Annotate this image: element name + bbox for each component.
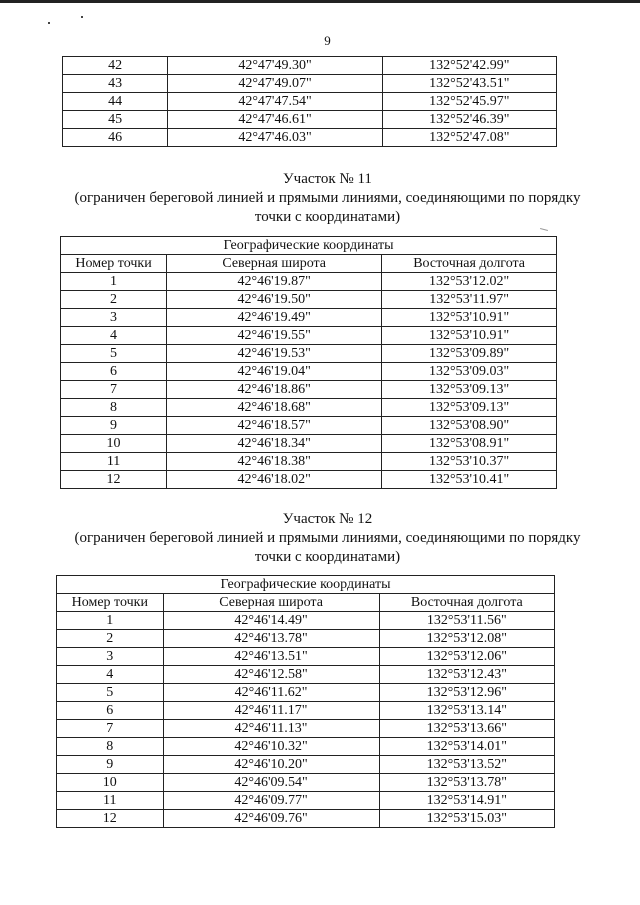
continuation-coordinates-table	[62, 56, 557, 147]
longitude-cell: 132°53'11.56"	[379, 612, 554, 630]
scan-speck	[81, 16, 83, 18]
table-row	[61, 381, 557, 399]
point-number-cell: 3	[61, 309, 167, 327]
table-row	[57, 774, 555, 792]
point-number-cell: 4	[57, 666, 164, 684]
latitude-cell: 42°47'49.30"	[168, 57, 382, 75]
longitude-cell: 132°53'14.01"	[379, 738, 554, 756]
longitude-cell: 132°53'13.52"	[379, 756, 554, 774]
table-row	[61, 399, 557, 417]
point-number-cell: 5	[61, 345, 167, 363]
latitude-cell: 42°46'09.54"	[163, 774, 379, 792]
group-header: Географические координаты	[57, 576, 555, 594]
table-row	[61, 309, 557, 327]
latitude-cell: 42°46'12.58"	[163, 666, 379, 684]
table-row	[57, 792, 555, 810]
point-number-cell: 45	[63, 111, 168, 129]
section-11-coordinates-table	[60, 236, 557, 489]
header-point-number: Номер точки	[57, 594, 164, 612]
longitude-cell: 132°53'10.41"	[382, 471, 557, 489]
point-number-cell: 6	[57, 702, 164, 720]
latitude-cell: 42°46'13.78"	[163, 630, 379, 648]
section-12-heading	[0, 510, 640, 567]
header-longitude: Восточная долгота	[382, 255, 557, 273]
table-row	[57, 756, 555, 774]
point-number-cell: 1	[57, 612, 164, 630]
scan-edge	[0, 0, 640, 3]
point-number-cell: 4	[61, 327, 167, 345]
latitude-cell: 42°46'09.76"	[163, 810, 379, 828]
point-number-cell: 5	[57, 684, 164, 702]
table-row	[61, 327, 557, 345]
latitude-cell: 42°46'19.50"	[167, 291, 382, 309]
latitude-cell: 42°46'10.32"	[163, 738, 379, 756]
point-number-cell: 10	[61, 435, 167, 453]
longitude-cell: 132°53'11.97"	[382, 291, 557, 309]
longitude-cell: 132°53'12.96"	[379, 684, 554, 702]
longitude-cell: 132°52'46.39"	[382, 111, 556, 129]
longitude-cell: 132°53'09.89"	[382, 345, 557, 363]
latitude-cell: 42°47'47.54"	[168, 93, 382, 111]
point-number-cell: 3	[57, 648, 164, 666]
latitude-cell: 42°46'13.51"	[163, 648, 379, 666]
header-point-number: Номер точки	[61, 255, 167, 273]
point-number-cell: 11	[61, 453, 167, 471]
latitude-cell: 42°47'49.07"	[168, 75, 382, 93]
longitude-cell: 132°53'09.13"	[382, 381, 557, 399]
table-row	[63, 129, 557, 147]
section-11-heading	[0, 170, 640, 227]
longitude-cell: 132°53'09.03"	[382, 363, 557, 381]
point-number-cell: 12	[61, 471, 167, 489]
latitude-cell: 42°46'18.38"	[167, 453, 382, 471]
longitude-cell: 132°53'08.90"	[382, 417, 557, 435]
point-number-cell: 8	[57, 738, 164, 756]
point-number-cell: 12	[57, 810, 164, 828]
header-latitude: Северная широта	[167, 255, 382, 273]
section-description: (ограничен береговой линией и прямыми линиями, соединяющими по порядку	[74, 530, 581, 546]
point-number-cell: 2	[57, 630, 164, 648]
table-row	[61, 453, 557, 471]
longitude-cell: 132°53'12.02"	[382, 273, 557, 291]
latitude-cell: 42°46'19.55"	[167, 327, 382, 345]
longitude-cell: 132°53'15.03"	[379, 810, 554, 828]
table-row	[61, 417, 557, 435]
section-description: (ограничен береговой линией и прямыми линиями, соединяющими по порядку	[74, 190, 581, 206]
table-row	[61, 273, 557, 291]
latitude-cell: 42°46'18.86"	[167, 381, 382, 399]
table-row	[63, 57, 557, 75]
point-number-cell: 46	[63, 129, 168, 147]
longitude-cell: 132°53'10.91"	[382, 309, 557, 327]
page-number: 9	[324, 33, 331, 48]
table-row	[57, 630, 555, 648]
point-number-cell: 9	[57, 756, 164, 774]
latitude-cell: 42°46'18.57"	[167, 417, 382, 435]
longitude-cell: 132°53'10.91"	[382, 327, 557, 345]
longitude-cell: 132°53'13.66"	[379, 720, 554, 738]
latitude-cell: 42°46'18.68"	[167, 399, 382, 417]
section-title: Участок № 12	[282, 511, 373, 527]
group-header: Географические координаты	[61, 237, 557, 255]
longitude-cell: 132°53'14.91"	[379, 792, 554, 810]
longitude-cell: 132°53'09.13"	[382, 399, 557, 417]
latitude-cell: 42°47'46.61"	[168, 111, 382, 129]
section-12-coordinates-table	[56, 575, 555, 828]
point-number-cell: 43	[63, 75, 168, 93]
point-number-cell: 8	[61, 399, 167, 417]
point-number-cell: 1	[61, 273, 167, 291]
table-row	[57, 666, 555, 684]
point-number-cell: 44	[63, 93, 168, 111]
table-row	[57, 702, 555, 720]
table-row	[61, 345, 557, 363]
point-number-cell: 6	[61, 363, 167, 381]
latitude-cell: 42°46'19.04"	[167, 363, 382, 381]
latitude-cell: 42°46'18.02"	[167, 471, 382, 489]
table-row	[57, 612, 555, 630]
table-row	[63, 111, 557, 129]
section-title: Участок № 11	[283, 171, 372, 187]
longitude-cell: 132°53'12.06"	[379, 648, 554, 666]
longitude-cell: 132°53'13.14"	[379, 702, 554, 720]
longitude-cell: 132°53'12.43"	[379, 666, 554, 684]
point-number-cell: 9	[61, 417, 167, 435]
point-number-cell: 10	[57, 774, 164, 792]
table-row	[61, 471, 557, 489]
latitude-cell: 42°46'09.77"	[163, 792, 379, 810]
header-longitude: Восточная долгота	[379, 594, 554, 612]
latitude-cell: 42°46'11.17"	[163, 702, 379, 720]
latitude-cell: 42°46'19.53"	[167, 345, 382, 363]
latitude-cell: 42°46'14.49"	[163, 612, 379, 630]
table-row	[57, 684, 555, 702]
section-description-cont: точки с координатами)	[254, 209, 401, 225]
table-row	[57, 648, 555, 666]
longitude-cell: 132°52'47.08"	[382, 129, 556, 147]
latitude-cell: 42°47'46.03"	[168, 129, 382, 147]
point-number-cell: 7	[57, 720, 164, 738]
latitude-cell: 42°46'10.20"	[163, 756, 379, 774]
longitude-cell: 132°53'10.37"	[382, 453, 557, 471]
table-row	[63, 93, 557, 111]
table-row	[61, 363, 557, 381]
longitude-cell: 132°53'13.78"	[379, 774, 554, 792]
table-row	[57, 810, 555, 828]
latitude-cell: 42°46'18.34"	[167, 435, 382, 453]
table-row	[61, 291, 557, 309]
point-number-cell: 2	[61, 291, 167, 309]
section-description-cont: точки с координатами)	[254, 549, 401, 565]
longitude-cell: 132°52'45.97"	[382, 93, 556, 111]
longitude-cell: 132°52'42.99"	[382, 57, 556, 75]
table-row	[61, 435, 557, 453]
latitude-cell: 42°46'11.13"	[163, 720, 379, 738]
header-latitude: Северная широта	[163, 594, 379, 612]
longitude-cell: 132°53'08.91"	[382, 435, 557, 453]
point-number-cell: 7	[61, 381, 167, 399]
latitude-cell: 42°46'11.62"	[163, 684, 379, 702]
longitude-cell: 132°53'12.08"	[379, 630, 554, 648]
table-row	[63, 75, 557, 93]
point-number-cell: 11	[57, 792, 164, 810]
latitude-cell: 42°46'19.87"	[167, 273, 382, 291]
point-number-cell: 42	[63, 57, 168, 75]
scan-speck	[48, 22, 50, 24]
table-row	[57, 720, 555, 738]
table-row	[57, 738, 555, 756]
latitude-cell: 42°46'19.49"	[167, 309, 382, 327]
longitude-cell: 132°52'43.51"	[382, 75, 556, 93]
scan-mark	[540, 228, 548, 231]
